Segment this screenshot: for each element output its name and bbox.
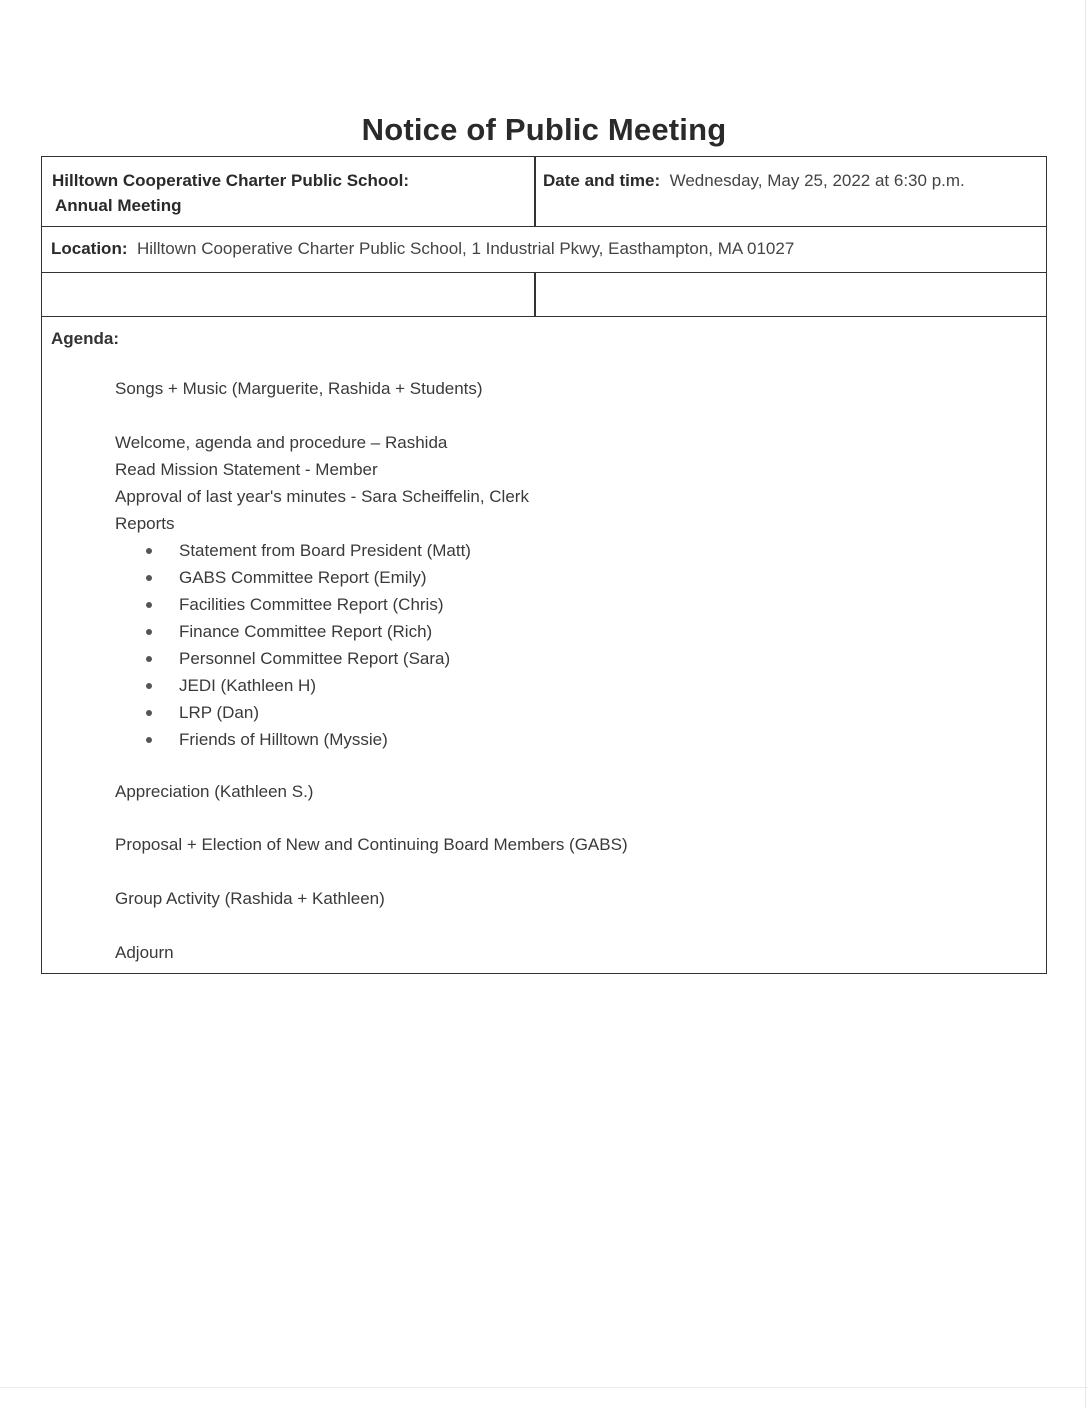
bullet-icon (146, 710, 152, 716)
agenda-item-reports: Reports (115, 514, 175, 533)
date-time-value: Wednesday, May 25, 2022 at 6:30 p.m. (669, 171, 965, 190)
empty-row (42, 273, 1046, 317)
agenda-item-group-activity: Group Activity (Rashida + Kathleen) (115, 889, 385, 908)
date-time (543, 169, 965, 193)
report-item: LRP (Dan) (179, 703, 259, 722)
agenda-item-approval: Approval of last year's minutes - Sara Scheiffelin, Clerk (115, 487, 529, 506)
location-row (42, 227, 1046, 273)
agenda-item-adjourn: Adjourn (115, 943, 174, 962)
page-edge (1085, 0, 1086, 1408)
header-row (42, 157, 1046, 227)
report-item: Facilities Committee Report (Chris) (179, 595, 444, 614)
agenda-label: Agenda: (51, 329, 119, 348)
bullet-icon (146, 656, 152, 662)
report-item: Statement from Board President (Matt) (179, 541, 471, 560)
agenda-item-songs: Songs + Music (Marguerite, Rashida + Students) (115, 379, 483, 398)
bullet-icon (146, 548, 152, 554)
report-item: GABS Committee Report (Emily) (179, 568, 427, 587)
column-divider (534, 273, 536, 316)
location (51, 237, 794, 261)
bullet-icon (146, 575, 152, 581)
report-item: JEDI (Kathleen H) (179, 676, 316, 695)
agenda-item-mission: Read Mission Statement - Member (115, 460, 378, 479)
agenda-item-appreciation: Appreciation (Kathleen S.) (115, 782, 314, 801)
bullet-icon (146, 683, 152, 689)
report-item: Finance Committee Report (Rich) (179, 622, 433, 641)
bullet-icon (146, 629, 152, 635)
date-time-label: Date and time: (543, 171, 661, 190)
meeting-notice-table (41, 156, 1047, 974)
report-item: Friends of Hilltown (Myssie) (179, 730, 388, 749)
location-label: Location: (51, 239, 128, 258)
page-title: Notice of Public Meeting (361, 112, 727, 147)
meeting-type: Annual Meeting (55, 196, 182, 215)
bullet-icon (146, 737, 152, 743)
report-item: Personnel Committee Report (Sara) (179, 649, 451, 668)
page-edge (0, 1387, 1088, 1388)
bullet-icon (146, 602, 152, 608)
agenda-item-proposal: Proposal + Election of New and Continuing Board Members (GABS) (115, 835, 628, 854)
agenda-item-welcome: Welcome, agenda and procedure – Rashida (115, 433, 448, 452)
location-value: Hilltown Cooperative Charter Public School, 1 Industrial Pkwy, Easthampton, MA 01027 (136, 239, 795, 258)
column-divider (534, 157, 536, 226)
school-name: Hilltown Cooperative Charter Public School: (52, 171, 410, 190)
